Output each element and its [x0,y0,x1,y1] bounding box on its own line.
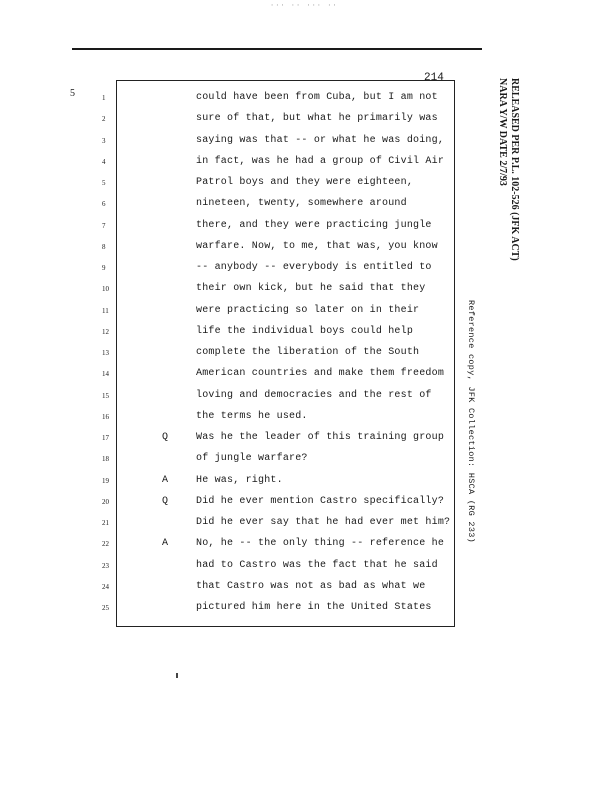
line-number: 4 [102,157,106,166]
line-number: 19 [102,476,109,485]
transcript-line: Was he the leader of this training group [196,432,445,443]
line-number: 20 [102,497,109,506]
transcript-line: complete the liberation of the South [196,347,420,358]
page-number: 214 [424,72,444,84]
release-stamp-line-2: NARA Y/W DATE 2/7/93 [497,78,508,186]
line-number: 1 [102,94,106,102]
release-stamp-line-1: RELEASED PER P.L. 102-526 (JFK ACT) [509,78,520,261]
line-number: 17 [102,434,109,442]
transcript-line: life the individual boys could help [196,325,414,337]
line-number: 13 [102,349,109,357]
transcript-line: saying was that -- or what he was doing, [196,134,445,146]
line-number: 10 [102,285,109,294]
line-number: 23 [102,561,109,570]
speaker-label: Q [162,495,169,507]
transcript-line: pictured him here in the United States [196,602,432,613]
speaker-label: A [162,474,169,486]
line-number: 24 [102,582,109,591]
transcript-line: the terms he used. [196,410,308,422]
transcript-line: could have been from Cuba, but I am not [196,92,438,103]
speaker-label: Q [162,432,169,443]
transcript-line: in fact, was he had a group of Civil Air [196,155,445,167]
transcript-line: No, he -- the only thing -- reference he [196,538,445,550]
transcript-line: He was, right. [196,474,283,486]
transcript-line: Patrol boys and they were eighteen, [196,177,414,188]
line-number: 6 [102,200,106,209]
release-stamp [496,78,520,261]
stray-mark [176,673,178,678]
transcript-line: there, and they were practicing jungle [196,219,432,231]
transcript-line: warfare. Now, to me, that was, you know [196,240,438,252]
line-number: 3 [102,136,106,145]
line-number: 15 [102,391,109,400]
line-number: 25 [102,604,109,612]
transcript-line: -- anybody -- everybody is entitled to [196,262,432,273]
transcript-line: were practicing so later on in their [196,304,420,316]
line-number: 22 [102,540,109,549]
line-number: 8 [102,242,106,251]
line-number: 5 [102,179,106,187]
transcript-line: loving and democracies and the rest of [196,389,432,401]
transcript-line: Did he ever say that he had ever met him? [196,517,451,528]
transcript-line: their own kick, but he said that they [196,283,426,295]
transcript-line: nineteen, twenty, somewhere around [196,198,407,210]
transcript-line: sure of that, but what he primarily was [196,113,438,125]
header-smudge: ··· ·· ··· ·· [270,2,338,10]
transcript-line: Did he ever mention Castro specifically? [196,495,445,507]
line-number: 18 [102,455,109,464]
line-number: 9 [102,264,106,272]
section-marker: 5 [70,88,75,99]
line-number: 12 [102,327,109,336]
line-number: 21 [102,519,109,527]
top-rule [72,48,482,50]
transcript-line: that Castro was not as bad as what we [196,580,426,592]
line-number: 14 [102,370,109,379]
line-number: 2 [102,115,106,124]
reference-copy-note: Reference copy, JFK Collection: HSCA (RG 233) [466,300,476,544]
line-number: 16 [102,412,109,421]
speaker-label: A [162,538,169,550]
line-number: 7 [102,221,106,230]
transcript-line: American countries and make them freedom [196,368,445,380]
transcript-line: of jungle warfare? [196,453,308,465]
line-number: 11 [102,306,109,315]
transcript-line: had to Castro was the fact that he said [196,559,438,571]
